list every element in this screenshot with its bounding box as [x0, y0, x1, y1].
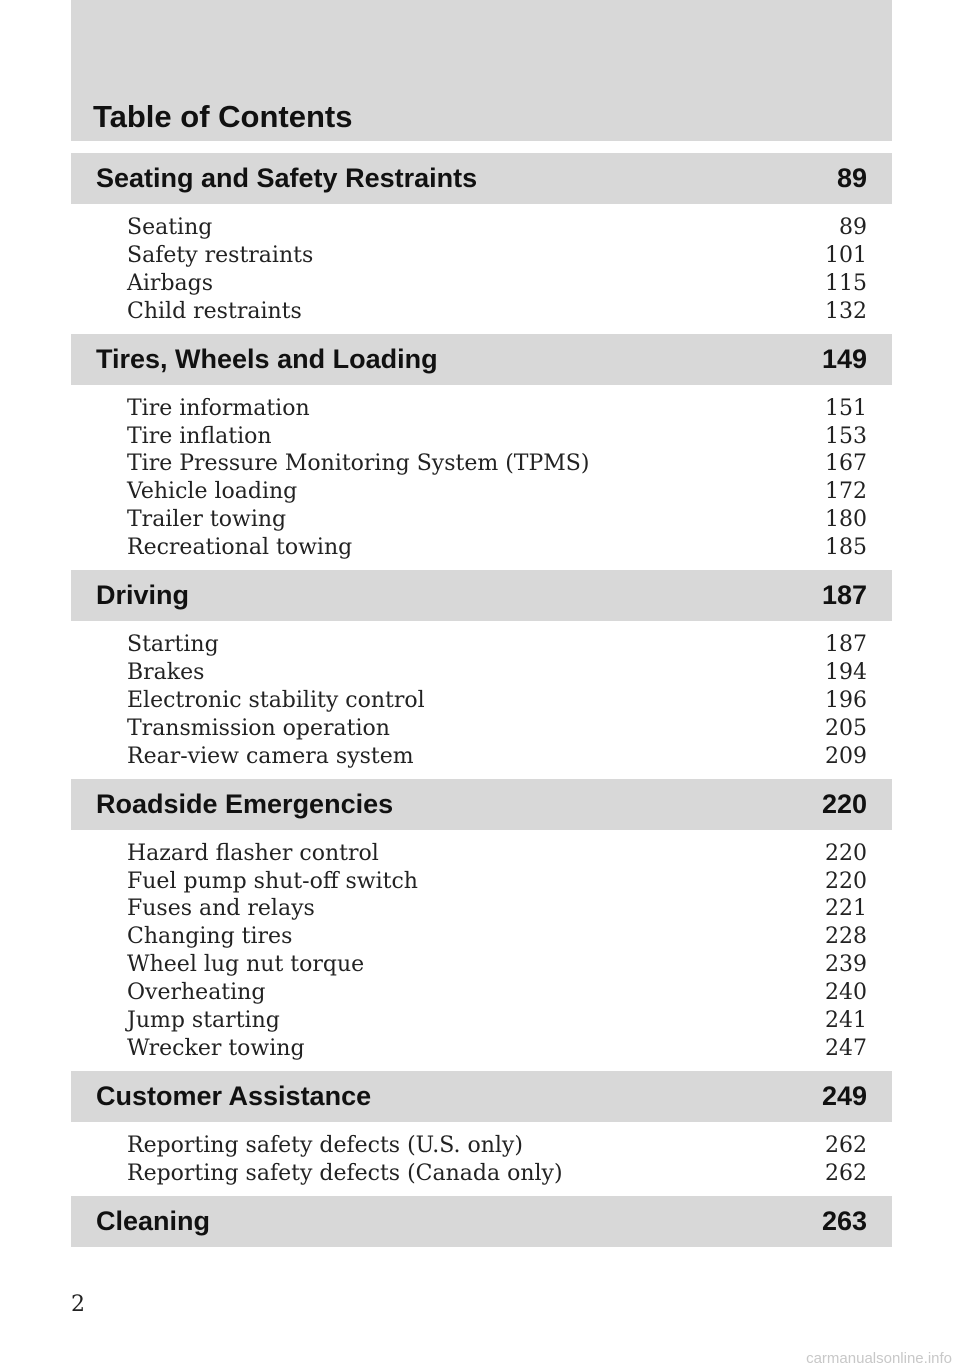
entry-label: Tire Pressure Monitoring System (TPMS) [127, 451, 590, 477]
section-title: Cleaning [96, 1205, 211, 1236]
toc-entry[interactable] [127, 506, 867, 534]
entry-page: 220 [825, 868, 867, 894]
section-title: Seating and Safety Restraints [96, 163, 478, 193]
section-items [71, 1122, 892, 1196]
entry-label: Fuel pump shut-off switch [127, 868, 418, 894]
entry-page: 194 [825, 659, 867, 685]
entry-page: 205 [825, 715, 867, 741]
toc-entry[interactable] [127, 868, 867, 896]
toc-entry[interactable] [127, 659, 867, 687]
section-items [71, 621, 892, 779]
entry-label: Transmission operation [127, 715, 390, 741]
section-heading[interactable] [71, 570, 892, 621]
entry-page: 220 [825, 840, 867, 866]
page-title: Table of Contents [93, 99, 353, 134]
section-page: 263 [821, 1205, 867, 1236]
toc-entry[interactable] [127, 743, 867, 771]
section-page: 187 [821, 580, 867, 611]
toc-entry[interactable] [127, 270, 867, 298]
entry-label: Tire inflation [127, 423, 272, 449]
toc-entry[interactable] [127, 951, 867, 979]
table-of-contents [71, 153, 892, 1247]
entry-label: Fuses and relays [127, 896, 315, 922]
toc-entry[interactable] [127, 979, 867, 1007]
entry-page: 115 [825, 270, 867, 296]
toc-entry[interactable] [127, 534, 867, 562]
entry-label: Hazard flasher control [127, 840, 379, 866]
toc-entry[interactable] [127, 1035, 867, 1063]
entry-page: 209 [825, 743, 867, 769]
entry-label: Wrecker towing [127, 1035, 305, 1061]
entry-page: 89 [839, 215, 867, 240]
entry-page: 151 [825, 395, 867, 421]
entry-label: Brakes [127, 659, 205, 685]
entry-page: 240 [825, 980, 867, 1006]
entry-label: Safety restraints [127, 242, 314, 268]
toc-entry[interactable] [127, 715, 867, 743]
entry-page: 167 [825, 451, 867, 477]
section-heading[interactable] [71, 779, 892, 830]
entry-label: Changing tires [127, 924, 293, 950]
entry-label: Recreational towing [127, 535, 353, 561]
entry-page: 153 [825, 423, 867, 449]
entry-page: 262 [825, 1132, 867, 1158]
entry-label: Child restraints [127, 298, 302, 324]
watermark: carmanualsonline.info [806, 1350, 952, 1367]
entry-page: 239 [825, 952, 867, 978]
section-items [71, 204, 892, 334]
entry-page: 187 [825, 632, 867, 658]
entry-label: Electronic stability control [127, 687, 425, 713]
toc-entry[interactable] [127, 478, 867, 506]
toc-entry[interactable] [127, 1160, 867, 1188]
entry-page: 221 [825, 896, 867, 922]
toc-entry[interactable] [127, 1132, 867, 1160]
section-page: 220 [821, 788, 867, 819]
toc-entry[interactable] [127, 395, 867, 423]
section-title: Customer Assistance [96, 1080, 372, 1111]
entry-label: Starting [127, 632, 219, 658]
entry-page: 172 [825, 479, 867, 505]
toc-entry[interactable] [127, 687, 867, 715]
toc-entry[interactable] [127, 214, 867, 242]
toc-entry[interactable] [127, 895, 867, 923]
entry-page: 228 [825, 924, 867, 950]
entry-page: 247 [825, 1035, 867, 1061]
entry-label: Seating [127, 215, 213, 240]
entry-page: 196 [825, 687, 867, 713]
entry-page: 262 [825, 1160, 867, 1186]
section-page: 149 [821, 343, 867, 374]
entry-page: 132 [825, 298, 867, 324]
toc-entry[interactable] [127, 450, 867, 478]
entry-page: 180 [825, 507, 867, 533]
entry-page: 101 [825, 242, 867, 268]
section-page: 249 [821, 1080, 867, 1111]
section-heading[interactable] [71, 1071, 892, 1122]
entry-label: Airbags [127, 270, 214, 296]
entry-label: Overheating [127, 980, 266, 1006]
entry-label: Jump starting [127, 1008, 280, 1034]
section-items [71, 385, 892, 570]
section-title: Driving [96, 580, 190, 611]
entry-label: Trailer towing [127, 507, 287, 533]
entry-label: Vehicle loading [127, 479, 298, 505]
section-title: Tires, Wheels and Loading [96, 343, 438, 374]
toc-entry[interactable] [127, 840, 867, 868]
entry-page: 185 [825, 535, 867, 561]
toc-entry[interactable] [127, 631, 867, 659]
toc-entry[interactable] [127, 923, 867, 951]
toc-entry[interactable] [127, 423, 867, 451]
entry-label: Reporting safety defects (Canada only) [127, 1160, 563, 1186]
toc-entry[interactable] [127, 1007, 867, 1035]
toc-entry[interactable] [127, 298, 867, 326]
entry-label: Reporting safety defects (U.S. only) [127, 1132, 523, 1158]
entry-label: Wheel lug nut torque [127, 952, 365, 978]
entry-label: Tire information [127, 395, 310, 421]
section-heading[interactable] [71, 153, 892, 204]
entry-page: 241 [825, 1008, 867, 1034]
entry-label: Rear-view camera system [127, 743, 414, 769]
section-title: Roadside Emergencies [96, 788, 394, 819]
page-header [71, 0, 892, 141]
page-number: 2 [71, 1292, 85, 1317]
toc-entry[interactable] [127, 242, 867, 270]
section-page: 89 [836, 163, 867, 193]
section-heading[interactable] [71, 334, 892, 385]
section-heading[interactable] [71, 1196, 892, 1247]
section-items [71, 830, 892, 1071]
